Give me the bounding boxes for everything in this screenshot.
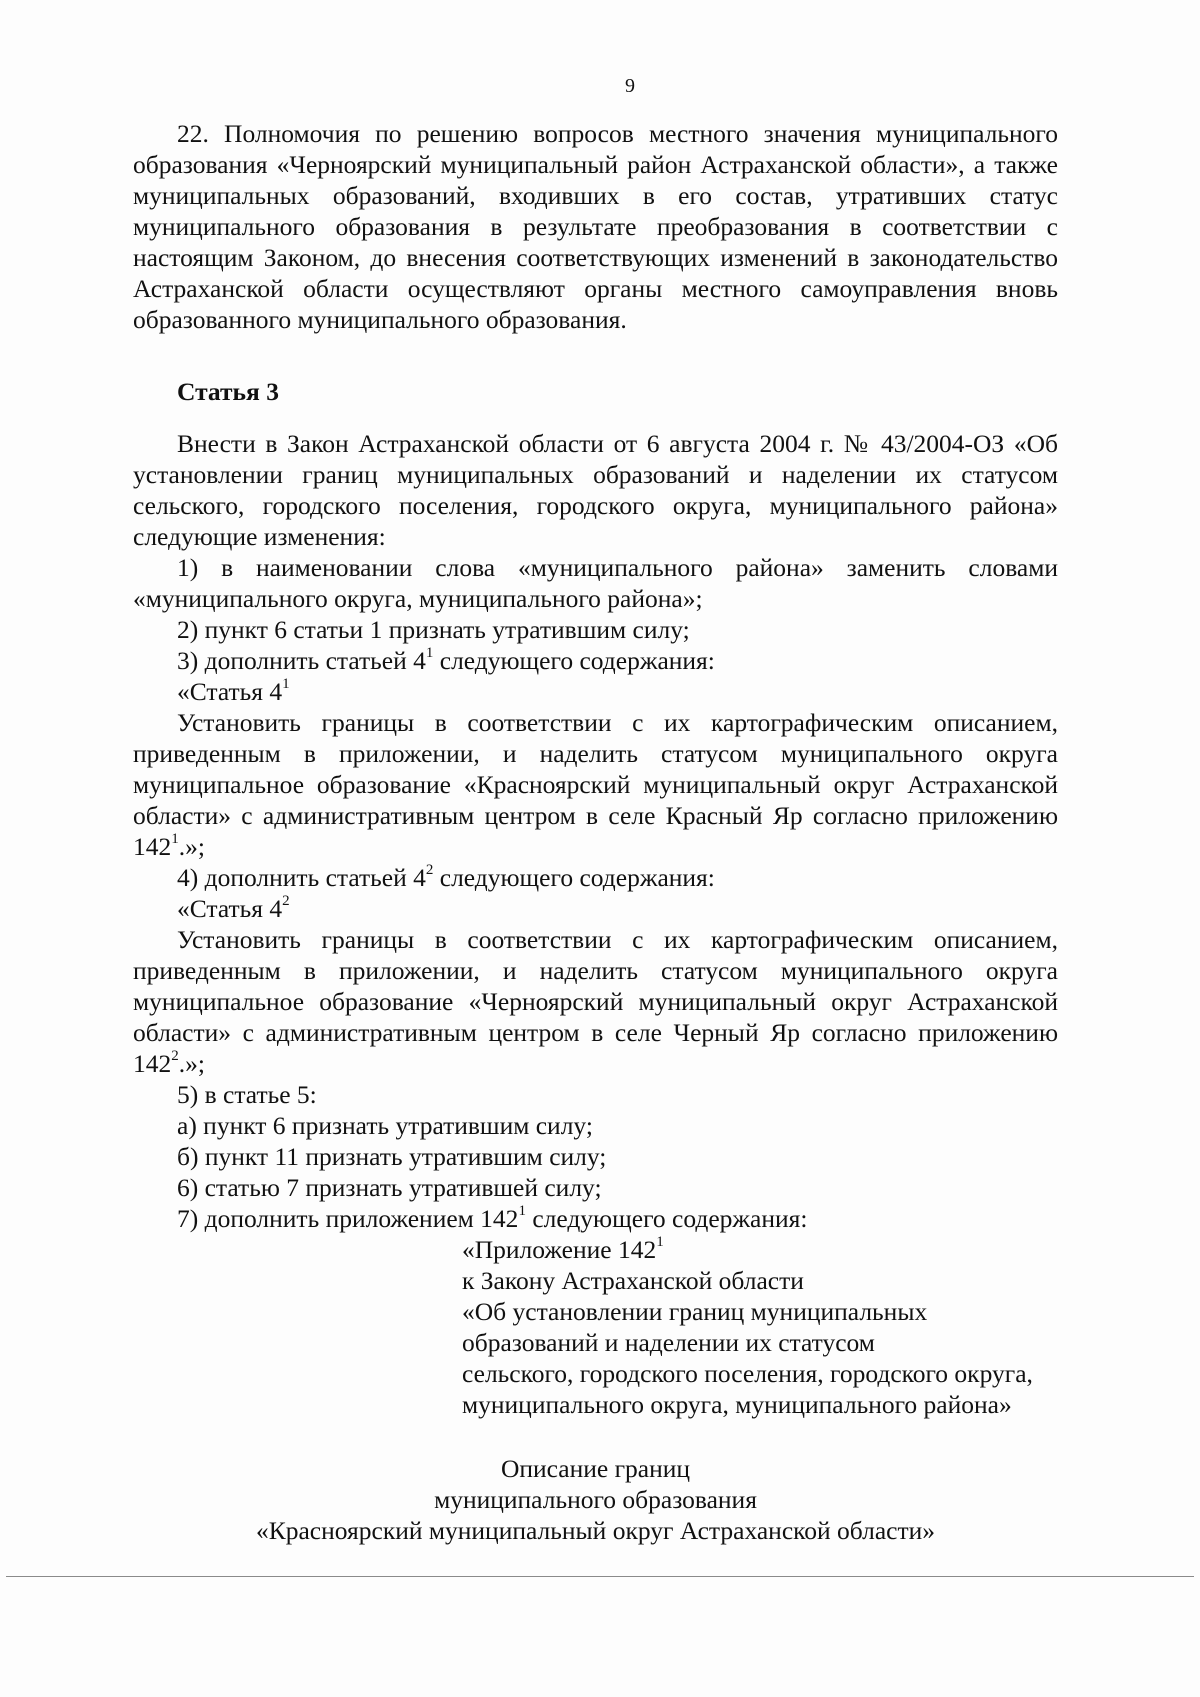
item-4-tail: следующего содержания: xyxy=(433,863,715,892)
article-3-heading: Статья 3 xyxy=(177,377,279,406)
item-6: 6) статью 7 признать утратившей силу; xyxy=(177,1173,602,1202)
item-1: 1) в наименовании слова «муниципального района» заменить словами «муниципального округа, муниципального района»; xyxy=(133,553,1058,613)
item-5b: б) пункт 11 признать утратившим силу; xyxy=(177,1142,607,1171)
item-3-superscript: 1 xyxy=(425,644,434,661)
article-4-1-text xyxy=(133,707,1058,862)
item-2: 2) пункт 6 статьи 1 признать утратившим силу; xyxy=(177,615,690,644)
article-4-1-title xyxy=(133,676,1058,707)
caption-line-1: Описание границ xyxy=(500,1454,691,1483)
appendix-line-1: к Закону Астраханской области xyxy=(462,1266,804,1295)
item-4-superscript: 2 xyxy=(425,861,434,878)
item-4 xyxy=(133,862,1058,893)
item-5a: а) пункт 6 признать утратившим силу; xyxy=(177,1111,593,1140)
item-3-text: 3) дополнить статьей 4 xyxy=(177,646,426,675)
appendix-header xyxy=(462,1234,1058,1420)
article-4-2-body-tail: .»; xyxy=(178,1049,205,1078)
item-4-text: 4) дополнить статьей 4 xyxy=(177,863,426,892)
appendix-line-5: муниципального округа, муниципального района» xyxy=(462,1390,1012,1419)
item-5: 5) в статье 5: xyxy=(177,1080,317,1109)
item-7-superscript: 1 xyxy=(518,1202,526,1219)
appendix-line-2: «Об установлении границ муниципальных xyxy=(462,1297,928,1326)
article-4-1-body-superscript: 1 xyxy=(171,830,179,847)
document-body xyxy=(133,118,1058,1546)
item-7-tail: следующего содержания: xyxy=(525,1204,808,1233)
bottom-divider xyxy=(6,1576,1194,1577)
item-3-tail: следующего содержания: xyxy=(433,646,715,675)
article-4-2-title-text: «Статья 4 xyxy=(177,894,283,923)
appendix-line-4: сельского, городского поселения, городского округа, xyxy=(462,1359,1033,1388)
article-4-2-title xyxy=(133,893,1058,924)
item-7 xyxy=(133,1203,1058,1234)
boundary-description-caption xyxy=(133,1453,1058,1546)
article-4-2-body: Установить границы в соответствии с их картографическим описанием, приведенным в приложении, и наделить статусом муниципального округа муниципальное образование «Черноярский муниципальный округ Астраханской области» с административным центром в селе Черный Яр согласно приложению 142 xyxy=(133,925,1058,1078)
article-4-2-title-superscript: 2 xyxy=(282,892,290,909)
article-4-2-text xyxy=(133,924,1058,1079)
item-3 xyxy=(133,645,1058,676)
item-7-text: 7) дополнить приложением 142 xyxy=(177,1204,519,1233)
article-4-1-body: Установить границы в соответствии с их картографическим описанием, приведенным в приложении, и наделить статусом муниципального округа муниципальное образование «Красноярский муниципальный округ Астраханской области» с административным центром в селе Красный Яр согласно приложению 142 xyxy=(133,708,1058,861)
paragraph-22: 22. Полномочия по решению вопросов местного значения муниципального образования «Черноярский муниципальный район Астраханской области», а также муниципальных образований, входивших в его состав, утративших статус муниципального образования в результате преобразования в соответствии с настоящим Законом, до внесения соответствующих изменений в законодательство Астраханской области осуществляют органы местного самоуправления вновь образованного муниципального образования. xyxy=(133,119,1058,334)
article-4-2-body-superscript: 2 xyxy=(171,1047,179,1064)
appendix-line-3: образований и наделении их статусом xyxy=(462,1328,875,1357)
appendix-title-text: «Приложение 142 xyxy=(462,1235,657,1264)
article-4-1-title-text: «Статья 4 xyxy=(177,677,283,706)
page-number: 9 xyxy=(625,75,635,97)
article-3-intro: Внести в Закон Астраханской области от 6 августа 2004 г. № 43/2004-ОЗ «Об установлении границ муниципальных образований и наделении их статусом сельского, городского поселения, городского округа, муниципального района» следующие изменения: xyxy=(133,429,1058,551)
article-4-1-title-superscript: 1 xyxy=(282,675,290,692)
appendix-title xyxy=(462,1234,1058,1265)
appendix-title-superscript: 1 xyxy=(656,1233,664,1250)
caption-line-3: «Красноярский муниципальный округ Астраханской области» xyxy=(255,1516,936,1545)
article-4-1-body-tail: .»; xyxy=(178,832,205,861)
caption-line-2: муниципального образования xyxy=(434,1485,757,1514)
